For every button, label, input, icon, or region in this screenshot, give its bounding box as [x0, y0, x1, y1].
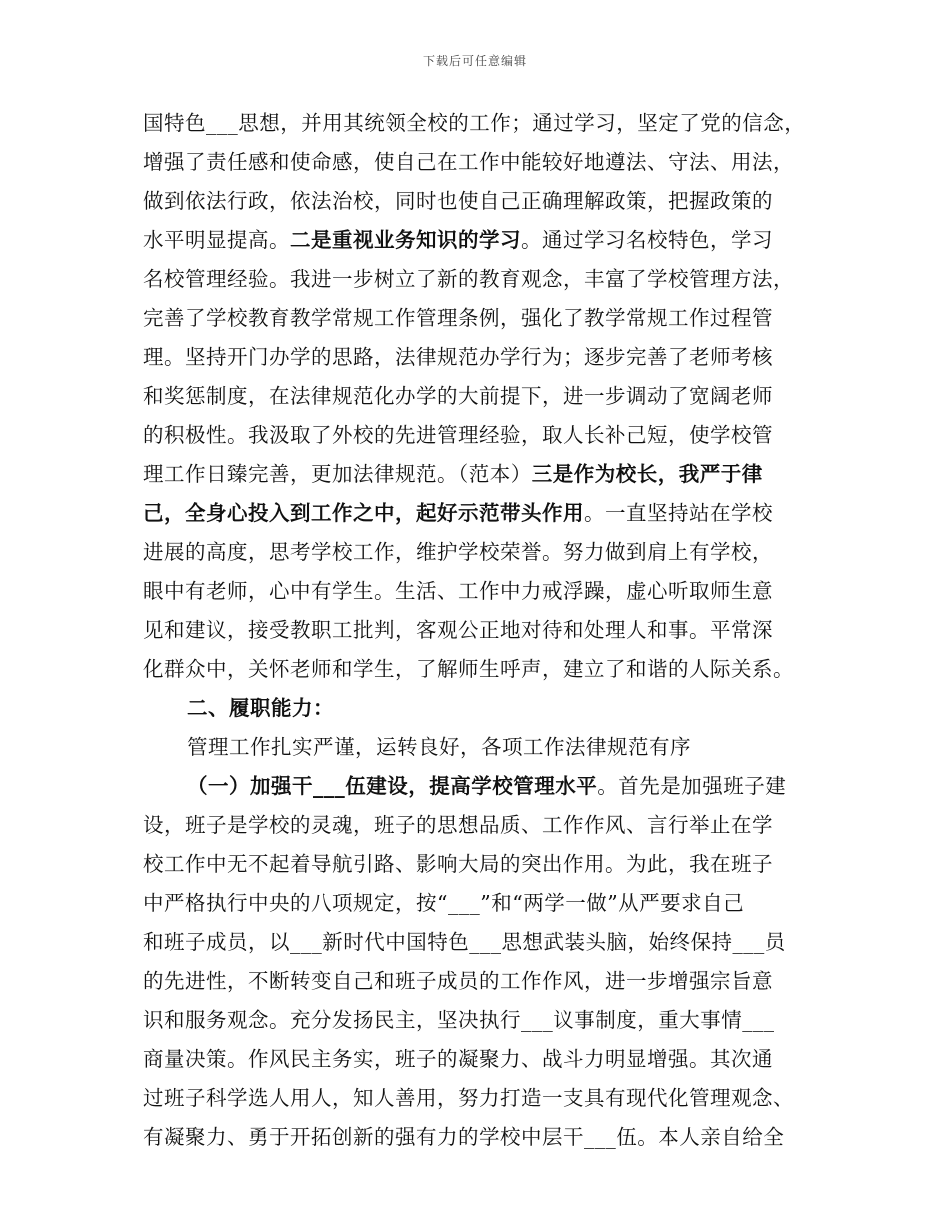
text-line — [143, 572, 811, 611]
text-segment: 。通过学习名校特色，学习 — [521, 228, 773, 252]
text-line — [143, 143, 811, 182]
text-segment: 化群众中，关怀老师和学生，了解师生呼声，建立了和谐的人际关系。 — [143, 657, 794, 681]
text-line — [143, 455, 811, 494]
text-segment: 。首先是加强班子建 — [597, 774, 787, 798]
text-segment: 中严格执行中央的八项规定，按“___”和“两学一做”从严要求自己 — [143, 891, 745, 915]
text-line — [143, 728, 811, 767]
text-segment: 商量决策。作风民主务实，班子的凝聚力、战斗力明显增强。其次通 — [143, 1047, 773, 1071]
text-segment: 的积极性。我汲取了外校的先进管理经验，取人长补己短，使学校管 — [143, 423, 773, 447]
document-body — [143, 104, 811, 1157]
text-segment: 设，班子是学校的灵魂，班子的思想品质、工作作风、言行举止在学 — [143, 813, 773, 837]
text-line — [143, 338, 811, 377]
text-segment: 有凝聚力、勇于开拓创新的强有力的学校中层干___伍。本人亲自给全 — [143, 1125, 785, 1149]
bold-text-segment: 三是作为校长，我严于律 — [531, 462, 763, 486]
text-segment: 名校管理经验。我进一步树立了新的教育观念，丰富了学校管理方法， — [143, 267, 794, 291]
bold-text-segment: （一）加强干___伍建设，提高学校管理水平 — [187, 774, 598, 798]
text-line — [143, 1001, 811, 1040]
text-line — [143, 611, 811, 650]
text-line — [143, 221, 811, 260]
text-line — [143, 962, 811, 1001]
text-line — [143, 1118, 811, 1157]
text-line — [143, 182, 811, 221]
text-segment: 眼中有老师，心中有学生。生活、工作中力戒浮躁，虚心听取师生意 — [143, 579, 773, 603]
text-segment: 识和服务观念。充分发扬民主，坚决执行___议事制度，重大事情___ — [143, 1008, 775, 1032]
text-segment: 管理工作扎实严谨，运转良好，各项工作法律规范有序 — [187, 735, 691, 759]
text-segment: 做到依法行政，依法治校，同时也使自己正确理解政策，把握政策的 — [143, 189, 773, 213]
text-segment: 理工作日臻完善，更加法律规范。（范本） — [143, 462, 532, 486]
text-line — [143, 1040, 811, 1079]
text-line — [143, 494, 811, 533]
text-segment: 完善了学校教育教学常规工作管理条例，强化了教学常规工作过程管 — [143, 306, 773, 330]
text-segment: 校工作中无不起着导航引路、影响大局的突出作用。为此，我在班子 — [143, 852, 773, 876]
text-line — [143, 533, 811, 572]
text-segment: 和奖惩制度，在法律规范化办学的大前提下，进一步调动了宽阔老师 — [143, 384, 773, 408]
text-line — [143, 884, 811, 923]
text-line — [143, 104, 811, 143]
text-segment: 增强了责任感和使命感，使自己在工作中能较好地遵法、守法、用法， — [143, 150, 794, 174]
bold-text-segment: 二、履职能力： — [187, 696, 334, 720]
text-segment: 水平明显提高。 — [143, 228, 290, 252]
text-line — [143, 260, 811, 299]
text-line — [143, 416, 811, 455]
text-segment: 进展的高度，思考学校工作，维护学校荣誉。努力做到肩上有学校， — [143, 540, 773, 564]
text-segment: 。一直坚持站在学校 — [584, 501, 773, 525]
text-line — [143, 845, 811, 884]
bold-text-segment: 己，全身心投入到工作之中，起好示范带头作用 — [143, 501, 584, 525]
page-header: 下载后可任意编辑 — [422, 54, 527, 68]
text-segment: 和班子成员，以___新时代中国特色___思想武装头脑，始终保持___员 — [143, 930, 786, 954]
text-segment: 过班子科学选人用人，知人善用，努力打造一支具有现代化管理观念、 — [143, 1086, 794, 1110]
text-line — [143, 689, 811, 728]
bold-text-segment: 二是重视业务知识的学习 — [290, 228, 521, 252]
text-segment: 的先进性，不断转变自己和班子成员的工作作风，进一步增强宗旨意 — [143, 969, 773, 993]
text-line — [143, 299, 811, 338]
text-segment: 理。坚持开门办学的思路，法律规范办学行为；逐步完善了老师考核 — [143, 345, 773, 369]
text-line — [143, 806, 811, 845]
text-segment: 见和建议，接受教职工批判，客观公正地对待和处理人和事。平常深 — [143, 618, 773, 642]
text-line — [143, 650, 811, 689]
text-line — [143, 923, 811, 962]
text-line — [143, 377, 811, 416]
text-segment: 国特色___思想，并用其统领全校的工作；通过学习，坚定了党的信念， — [143, 111, 806, 135]
text-line — [143, 1079, 811, 1118]
text-line — [143, 767, 811, 806]
